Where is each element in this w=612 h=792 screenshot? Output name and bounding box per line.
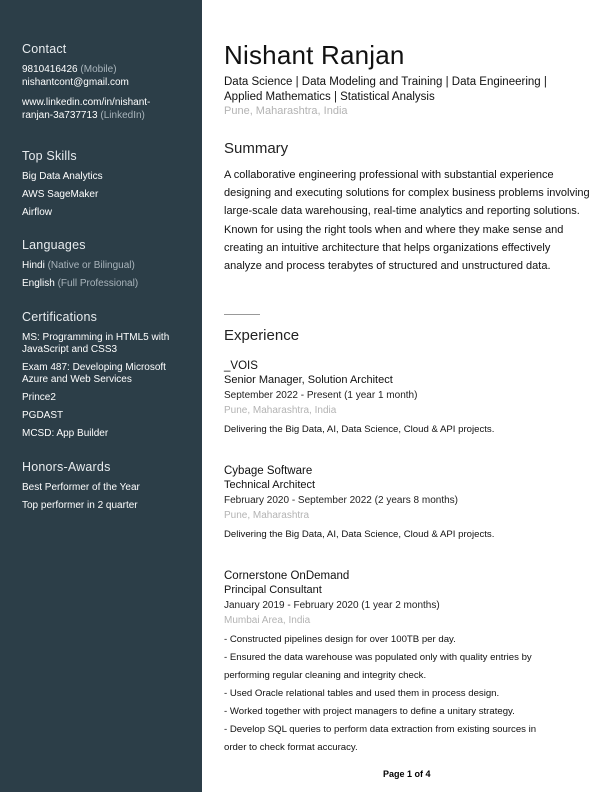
- language-level: (Native or Bilingual): [47, 260, 135, 271]
- job-role: Technical Architect: [224, 479, 316, 491]
- certifications-section: [22, 310, 194, 446]
- job-entry: [224, 569, 594, 757]
- job-desc-line: - Constructed pipelines design for over 100TB per day.: [224, 634, 456, 645]
- job-dates: February 2020 - September 2022 (2 years 8 months): [224, 495, 459, 506]
- job-desc-line: order to check format accuracy.: [224, 742, 358, 753]
- languages-section: [22, 238, 194, 296]
- phone: [22, 64, 194, 77]
- language-item: [22, 278, 194, 290]
- language-level: (Full Professional): [57, 278, 139, 289]
- certification-item: Prince2: [22, 392, 56, 403]
- honors-section: [22, 460, 194, 518]
- honor-item: Best Performer of the Year: [22, 482, 140, 493]
- job-entry: [224, 359, 594, 439]
- certification-item: MCSD: App Builder: [22, 428, 109, 439]
- summary-heading: Summary: [224, 140, 289, 157]
- page-number: Page 1 of 4: [383, 769, 431, 779]
- linkedin-link[interactable]: [22, 97, 194, 122]
- job-desc-line: Delivering the Big Data, AI, Data Science, Cloud & API projects.: [224, 424, 495, 435]
- job-description: [224, 631, 594, 757]
- contact-section: [22, 42, 194, 122]
- certification-item: PGDAST: [22, 410, 64, 421]
- job-desc-line: Delivering the Big Data, AI, Data Science, Cloud & API projects.: [224, 529, 495, 540]
- job-entry: [224, 464, 594, 544]
- job-location: Mumbai Area, India: [224, 615, 311, 626]
- sidebar: [0, 0, 202, 792]
- job-company: Cybage Software: [224, 465, 313, 477]
- experience-heading: Experience: [224, 327, 300, 344]
- job-dates: January 2019 - February 2020 (1 year 2 months): [224, 600, 440, 611]
- job-desc-line: - Used Oracle relational tables and used them in process design.: [224, 688, 500, 699]
- honors-heading: Honors-Awards: [22, 460, 111, 474]
- honor-item: Top performer in 2 quarter: [22, 500, 138, 511]
- profile-name: Nishant Ranjan: [224, 40, 405, 70]
- skill-item: Airflow: [22, 207, 53, 218]
- job-description: [224, 421, 594, 439]
- certification-item: Exam 487: Developing Microsoft Azure and Web Services: [22, 362, 166, 385]
- email-link[interactable]: nishantcont@gmail.com: [22, 76, 129, 88]
- certification-item: MS: Programming in HTML5 with JavaScript and CSS3: [22, 332, 170, 355]
- job-company: _VOIS: [224, 360, 258, 372]
- language-name: Hindi: [22, 260, 45, 271]
- job-location: Pune, Maharashtra, India: [224, 405, 337, 416]
- top-skills-section: [22, 149, 194, 225]
- job-location: Pune, Maharashtra: [224, 510, 310, 521]
- certifications-heading: Certifications: [22, 310, 98, 324]
- headline-line: Data Science | Data Modeling and Training | Data Engineering |: [224, 76, 547, 88]
- linkedin-url-part2: ranjan-3a737713: [22, 109, 98, 121]
- job-company: Cornerstone OnDemand: [224, 570, 350, 582]
- summary-text: A collaborative engineering professional with substantial experience designing and executing solutions for complex business problems involving large-scale data warehousing, real-time analytics and reporting solutions. Known for using the right tools when and where they make sense and creating an intuitive architecture that helps organizations effectively analyze and process terabytes of structured and unstructured data.: [224, 169, 590, 273]
- skill-item: Big Data Analytics: [22, 171, 103, 182]
- linkedin-url-part1: www.linkedin.com/in/nishant-: [22, 97, 151, 108]
- languages-heading: Languages: [22, 238, 86, 252]
- job-dates: September 2022 - Present (1 year 1 month): [224, 390, 418, 401]
- job-desc-line: performing regular cleaning and integrity check.: [224, 670, 427, 681]
- skill-item: AWS SageMaker: [22, 189, 99, 200]
- job-desc-line: - Ensured the data warehouse was populated only with quality entries by: [224, 652, 532, 663]
- job-desc-line: - Worked together with project managers to define a unitary strategy.: [224, 706, 515, 717]
- job-role: Principal Consultant: [224, 584, 322, 596]
- job-description: [224, 526, 594, 544]
- phone-number: 9810416426: [22, 64, 78, 75]
- contact-heading: Contact: [22, 42, 67, 56]
- job-role: Senior Manager, Solution Architect: [224, 374, 393, 386]
- phone-type: (Mobile): [80, 64, 117, 75]
- language-name: English: [22, 278, 55, 289]
- headline-line: Applied Mathematics | Statistical Analysis: [224, 91, 435, 103]
- linkedin-type: (LinkedIn): [100, 109, 145, 121]
- profile-headline: [224, 75, 594, 105]
- language-item: [22, 260, 194, 272]
- profile-location: Pune, Maharashtra, India: [224, 105, 348, 117]
- job-desc-line: - Develop SQL queries to perform data extraction from existing sources in: [224, 724, 537, 735]
- section-divider: [224, 314, 260, 315]
- top-skills-heading: Top Skills: [22, 149, 77, 163]
